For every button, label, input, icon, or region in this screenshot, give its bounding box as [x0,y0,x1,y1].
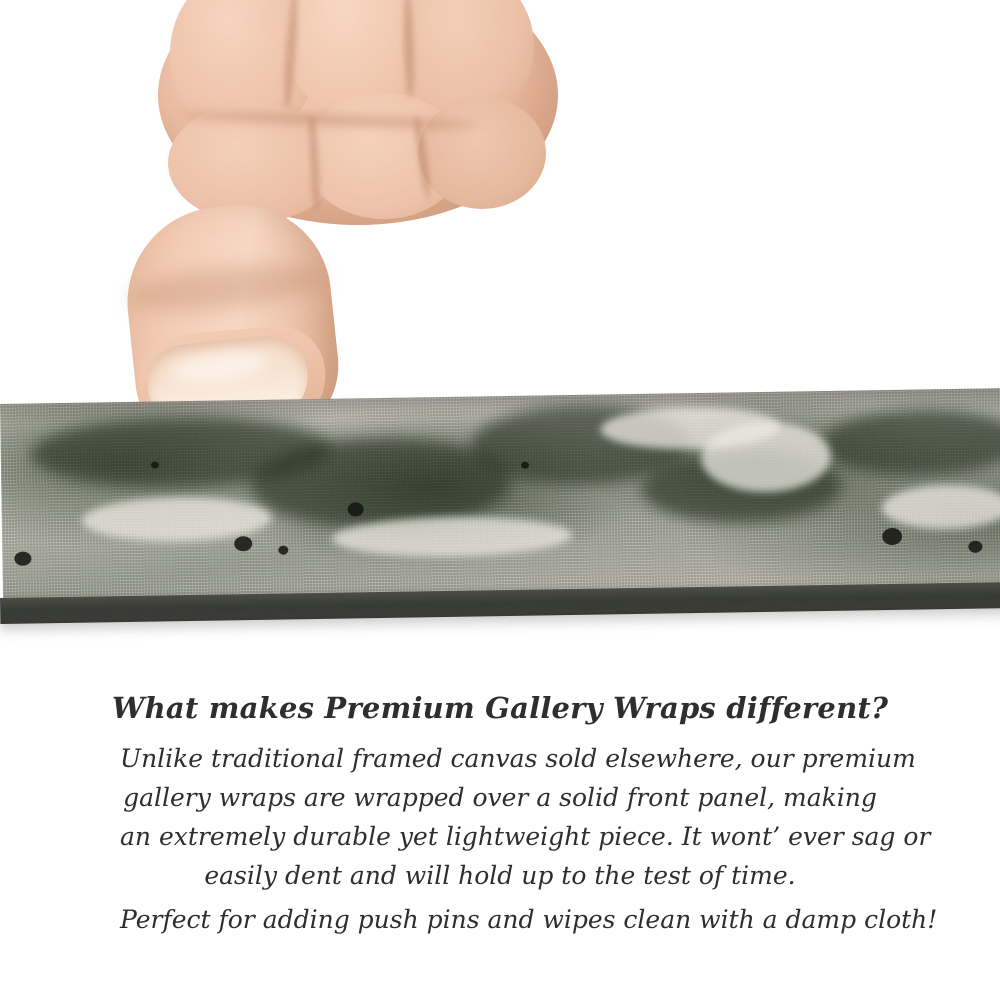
canvas-speck [14,552,31,566]
caption-closing-line: Perfect for adding push pins and wipes clean with a damp cloth! [120,905,938,935]
canvas-speck [234,536,252,551]
caption-line: gallery wraps are wrapped over a solid front panel, making [123,783,877,812]
caption-line: Unlike traditional framed canvas sold elsewhere, our premium [120,744,916,774]
caption-line: an extremely durable yet lightweight piece. It wont’ ever sag or [120,821,931,851]
caption-body [0,740,1000,939]
canvas-texture-light-5 [881,484,1000,530]
canvas-speck [278,545,288,554]
hand-finger-roll-3 [418,97,546,209]
caption-line: easily dent and will hold up to the test of time. [204,860,796,890]
caption-block [0,690,1000,939]
canvas-speck [882,528,902,545]
canvas-speck [968,541,982,553]
canvas-texture-dark-5 [820,408,1000,477]
caption-title: What makes Premium Gallery Wraps different? [111,691,889,725]
